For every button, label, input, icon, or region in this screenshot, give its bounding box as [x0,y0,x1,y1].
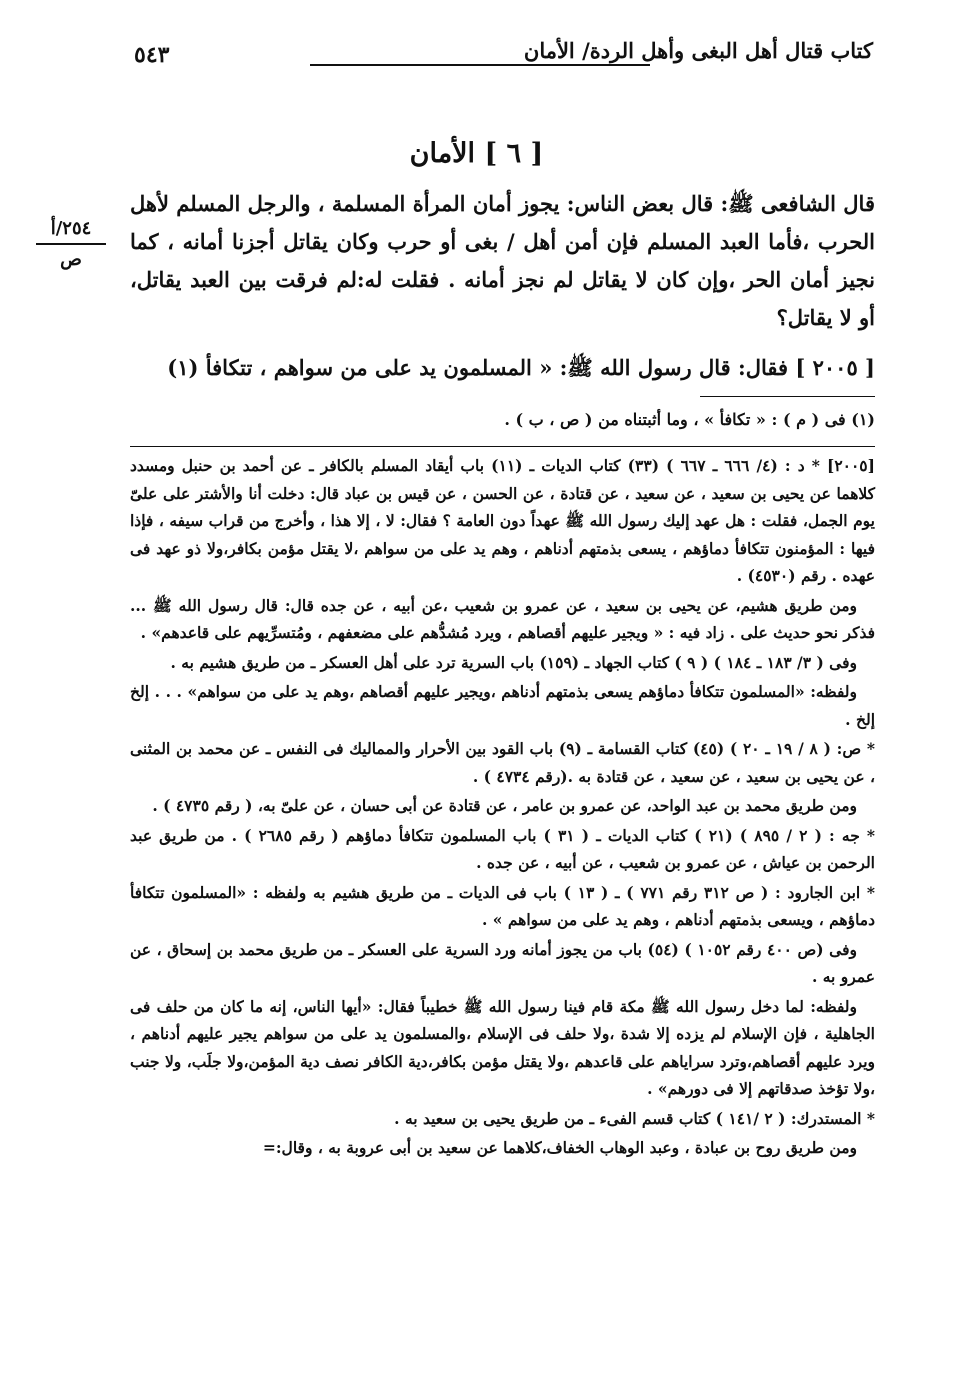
footnote-rule [700,396,875,397]
takhrij-paragraph: * ابن الجارود : ( ص ٣١٢ رقم ٧٧١ ) ـ ( ١٣ ) باب فى الديات ـ من طريق هشيم به ولفظه : «المسلمون تتكافأ دماؤهم ، ويسعى بذمتهم أدناهم ، وهم يد على من سواهم » . [130,882,875,929]
takhrij-paragraph: ولفظه: لما دخل رسول الله ﷺ مكة قام فينا رسول الله ﷺ خطيباً فقال: «أيها الناس، إنه ما كان من حلف فى الجاهلية ، فإن الإسلام لم يزده إلا شدة ،ولا حلف فى الإسلام ،والمسلمون يد على من سواهم يجير عليهم أدناهم ، ويرد عليهم أقصاهم،وترد سراياهم على قاعدهم ،ولا يقتل مؤمن بكافر،دية الكافر نصف دية المؤمن،ولا جلَب، ولا جنب ،ولا تؤخذ صدقاتهم إلا فى دورهم» . [130,996,875,1098]
header-rule [310,64,650,66]
footnote: (١) فى ( م ) : « تكافأ » ، وما أثبتناه من ( ص ، ب ) . [504,410,875,429]
takhrij-paragraph: وفى ( ٣/ ١٨٣ ـ ١٨٤ ) ( ٩ ) كتاب الجهاد ـ (١٥٩) باب السرية ترد على أهل العسكر ـ من طريق هشيم به . [170,652,857,672]
takhrij-paragraph: ومن طريق روح بن عبادة ، وعبد الوهاب الخفاف،كلاهما عن سعيد بن أبى عروبة به ، وقال:= [262,1138,857,1157]
main-text [130,185,875,387]
takhrij-paragraph: ومن طريق محمد بن عبد الواحد، عن عمرو بن عامر ، عن قتادة عن أبى حسان ، عن علىّ به، ( رقم ٤٧٣٥ ) . [152,796,857,815]
takhrij-rule [130,446,875,447]
manuscript-margin-reference [36,218,106,270]
manuscript-siglum: ص [60,249,82,270]
takhrij-paragraph: ولفظه: «المسلمون تتكافأ دماؤهم يسعى بذمتهم أدناهم ،ويجير عليهم أقصاهم ،وهم يد على من سواهم» . . . إلخ إلخ . [130,682,875,729]
running-header [120,38,873,74]
takhrij-paragraph: * جه : ( ٢ / ٨٩٥ ) (٢١ ) كتاب الديات ـ ( ٣١ ) باب المسلمون تتكافأ دماؤهم ( رقم ٢٦٨٥ ) . من طريق عبد الرحمن بن عياش ، عن عمرو بن شعيب ، عن أبيه ، عن جده . [130,825,875,872]
hadith-paragraph: [ ٢٠٠٥ ] فقال: قال رسول الله ﷺ: « المسلمون يد على من سواهم ، تتكافأ (١) [167,355,875,380]
section-title: [ ٦ ] الأمان [409,138,544,169]
page-number: ٥٤٣ [134,42,170,68]
takhrij-paragraph: * المستدرك: ( ٢ /١٤١ ) كتاب قسم الفىء ـ من طريق يحيى بن سعيد به . [394,1108,875,1128]
takhrij-block [130,452,875,1162]
takhrij-paragraph: * ص: ( ٨ / ١٩ ـ ٢٠ ) (٤٥) كتاب القسامة ـ (٩) باب القود بين الأحرار والمماليك فى النفس ـ عن محمد بن المثنى ، عن يحيى بن سعيد ، عن سعيد ، عن قتادة به .(رقم ٤٧٣٤ ) . [130,739,875,786]
manuscript-folio-ref: ٢٥٤/أ [36,218,106,245]
running-title: كتاب قتال أهل البغى وأهل الردة/ الأمان [523,38,873,63]
takhrij-paragraph: وفى (ص ٤٠٠ رقم ١٠٥٢ ) (٥٤) باب من يجوز أمانه ورد السرية على العسكر ـ من طريق محمد بن إسحاق ، عن عمرو به . [130,939,875,986]
takhrij-paragraph: ومن طريق هشيم، عن يحيى بن سعيد ، عن عمرو بن شعيب ،عن أبيه ، عن جده قال: قال رسول الله ﷺ ... فذكر نحو حديث على . زاد فيه : « ويجير عليهم أقصاهم ، ويرد مُشدُّهم على مضعفهم ، ومُتسرِّيهم على قاعدهم» . [130,595,875,642]
takhrij-paragraph: [٢٠٠٥] * د : (٤/ ٦٦٦ ـ ٦٦٧ ) (٣٣) كتاب الديات ـ (١١) باب أيقاد المسلم بالكافر ـ عن أحمد بن حنبل ومسدد كلاهما عن يحيى بن سعيد ، عن سعيد ، عن قتادة ، عن الحسن ، عن قيس بن عباد قال: دخلت أنا والأشتر على علىّ يوم الجمل، فقلت : هل عهد إليك رسول الله ﷺ عهداً دون العامة ؟ فقال: لا ، إلا هذا ، وأخرج من قراب سيفه ، فإذا فيها : المؤمنون تتكافأ دماؤهم ، يسعى بذمتهم أدناهم ، وهم يد على من سواهم ،لا يقتل مؤمن بكافر،ولا ذو عهد فى عهده . رقم (٤٥٣٠) . [130,456,875,585]
main-paragraph: قال الشافعى ﷺ: قال بعض الناس: يجوز أمان المرأة المسلمة ، والرجل المسلم لأهل الحرب ،فأما العبد المسلم فإن أمن أهل / بغى أو حرب وكان يقاتل أجزنا أمانه ، كما نجيز أمان الحر ،وإن كان لا يقاتل لم نجز أمانه . فقلت له:لم فرقت بين العبد يقاتل، أو لا يقاتل؟ [130,191,875,330]
